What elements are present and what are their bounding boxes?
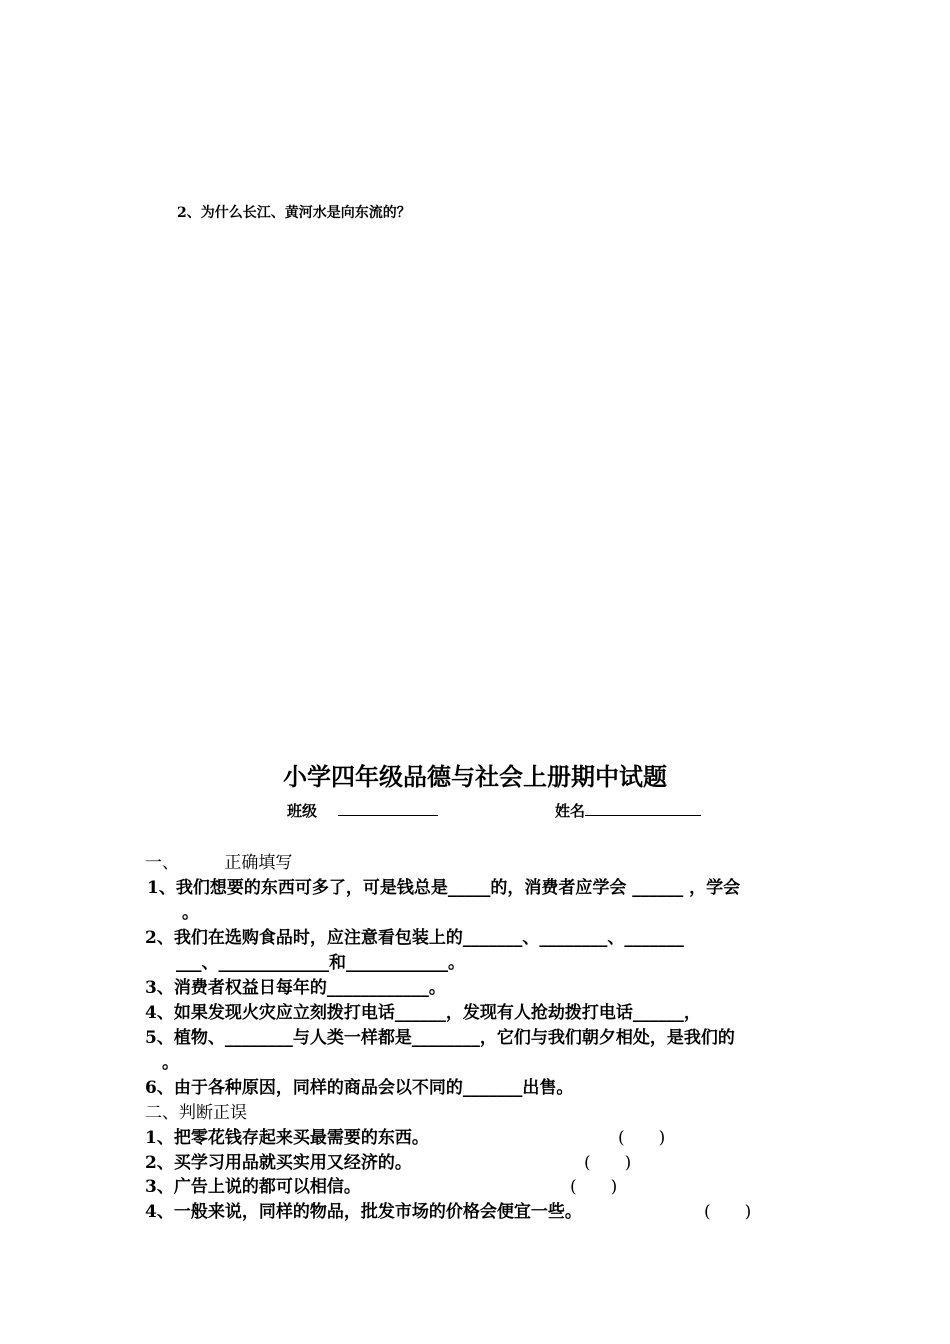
section-1-title: 正确填写 bbox=[224, 853, 293, 873]
fill-question-2a: 2、我们在选购食品时，应注意看包装上的_______、________、_______ bbox=[145, 928, 684, 948]
class-blank bbox=[338, 801, 438, 816]
fill-question-1b: 。 bbox=[182, 903, 199, 923]
fill-question-1a: 1、我们想要的东西可多了，可是钱总是_____的，消费者应学会 ______ ，学会 bbox=[147, 878, 741, 898]
section-1-number: 一、 bbox=[145, 853, 179, 873]
question-2-east-flow: 2、为什么长江、黄河水是向东流的？ bbox=[177, 205, 411, 221]
judge-item-4: 4、一般来说，同样的物品，批发市场的价格会便宜一些。 bbox=[145, 1202, 582, 1222]
fill-question-5b: 。 bbox=[162, 1053, 179, 1073]
section-1-heading bbox=[145, 848, 292, 873]
fill-question-3: 3、消费者权益日每年的____________。 bbox=[145, 978, 446, 998]
section-2-heading: 二、判断正误 bbox=[145, 1103, 247, 1123]
fill-question-6: 6、由于各种原因，同样的商品会以不同的_______出售。 bbox=[145, 1078, 574, 1098]
fill-question-5a: 5、植物、________与人类一样都是________，它们与我们朝夕相处，是我们的 bbox=[145, 1028, 735, 1048]
class-field bbox=[287, 800, 438, 821]
judge-item-1: 1、把零花钱存起来买最需要的东西。 bbox=[145, 1128, 429, 1148]
judge-answer-2: ( ) bbox=[584, 1153, 632, 1173]
judge-item-2: 2、买学习用品就买实用又经济的。 bbox=[145, 1153, 412, 1173]
class-label: 班级 bbox=[287, 802, 318, 820]
fill-question-4: 4、如果发现火灾应立刻拨打电话______，发现有人抢劫拨打电话______， bbox=[145, 1003, 701, 1023]
judge-answer-3: ( ) bbox=[570, 1177, 618, 1197]
judge-item-3: 3、广告上说的都可以相信。 bbox=[145, 1177, 361, 1197]
name-field bbox=[555, 800, 701, 821]
fill-question-2b: ___、_____________和____________。 bbox=[176, 953, 465, 973]
judge-answer-4: ( ) bbox=[704, 1202, 752, 1222]
name-label: 姓名 bbox=[555, 802, 586, 820]
exam-title: 小学四年级品德与社会上册期中试题 bbox=[283, 762, 667, 791]
name-blank bbox=[585, 801, 701, 816]
judge-answer-1: ( ) bbox=[618, 1128, 666, 1148]
